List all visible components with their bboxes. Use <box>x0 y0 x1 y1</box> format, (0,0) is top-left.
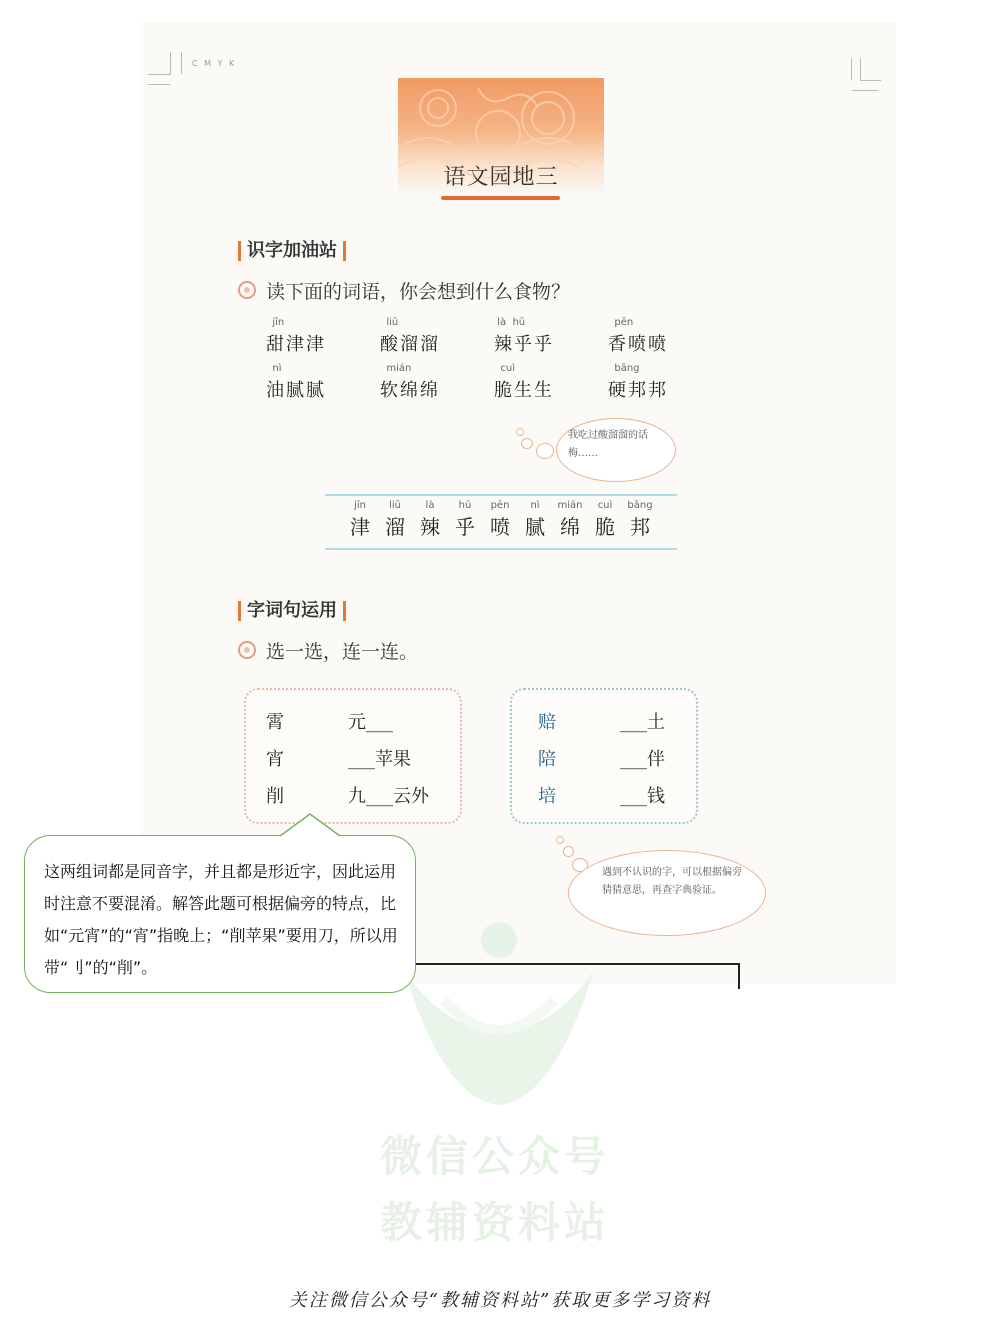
new-char-pinyin: cuì <box>597 500 613 511</box>
match-char[interactable]: 陪 <box>538 749 556 770</box>
word-pinyin: bāng <box>608 363 640 374</box>
band-bottom-line <box>325 548 677 550</box>
new-char <box>378 500 412 540</box>
word-text: 香喷喷 <box>608 334 668 355</box>
match-phrase[interactable]: 九___云外 <box>348 786 429 807</box>
page-title: 语文园地三 <box>443 165 559 190</box>
match-phrase[interactable]: 元___ <box>348 712 393 733</box>
question-text: 选一选，连一连。 <box>266 641 419 663</box>
word-item <box>266 316 336 356</box>
word-text: 软绵绵 <box>380 380 440 401</box>
word-pinyin: liū <box>380 317 399 328</box>
section-title-literacy <box>232 236 352 262</box>
thought-dot-large <box>536 443 554 459</box>
thought-dot-medium <box>521 438 533 449</box>
hint-callout-pointer <box>280 812 340 838</box>
match-phrase[interactable]: ___苹果 <box>348 749 411 770</box>
new-char <box>588 500 622 540</box>
question-number-icon <box>238 281 256 299</box>
word-item <box>380 362 450 402</box>
thought-bubble-text: 我吃过酸溜溜的话梅…… <box>568 430 648 459</box>
crop-mark-top-right-2 <box>860 58 881 81</box>
match-char[interactable]: 赔 <box>538 712 556 733</box>
new-char-pinyin: mián <box>557 500 583 511</box>
crop-mark-top-right <box>851 58 852 80</box>
new-char <box>553 500 587 540</box>
new-char-glyph: 邦 <box>630 515 650 539</box>
word-pinyin: cuì <box>494 363 515 374</box>
word-item <box>380 316 450 356</box>
watermark-line2: 教辅资料站 <box>380 1198 611 1247</box>
new-char-glyph: 津 <box>350 515 370 539</box>
crop-mark-top-left-3 <box>181 52 182 74</box>
new-char-pinyin: là <box>425 500 435 511</box>
frame-edge <box>402 963 740 965</box>
match-char[interactable]: 霄 <box>266 712 284 733</box>
question-text: 读下面的词语，你会想到什么食物？ <box>266 281 571 303</box>
footer-note: 关注微信公众号“教辅资料站”获取更多学习资料 <box>288 1290 712 1311</box>
section-bar-right <box>343 601 346 621</box>
word-pinyin: nì <box>266 363 282 374</box>
title-underline <box>441 196 560 200</box>
word-text: 酸溜溜 <box>380 334 440 355</box>
new-char-glyph: 喷 <box>490 515 510 539</box>
frame-edge <box>738 963 740 989</box>
new-char <box>343 500 377 540</box>
section-bar-left <box>238 601 241 621</box>
word-text: 甜津津 <box>266 334 326 355</box>
word-text: 油腻腻 <box>266 380 326 401</box>
match-phrase[interactable]: ___伴 <box>620 749 665 770</box>
hint-text: 这两组词都是同音字，并且都是形近字，因此运用时注意不要混淆。解答此题可根据偏旁的特点，比如“元宵”的“宵”指晚上；“削苹果”要用刀，所以用带“刂”的“削”。 <box>44 862 398 977</box>
word-text: 辣乎乎 <box>494 334 554 355</box>
section-bar-right <box>343 241 346 261</box>
new-char-glyph: 绵 <box>560 515 580 539</box>
new-char-glyph: 腻 <box>525 515 545 539</box>
new-char-glyph: 辣 <box>420 515 440 539</box>
word-pinyin: là hū <box>494 317 526 328</box>
new-char <box>623 500 657 540</box>
watermark-logo <box>384 910 614 1110</box>
new-char-pinyin: bāng <box>627 500 653 511</box>
new-char-glyph: 乎 <box>455 515 475 539</box>
thought-dot-medium <box>563 846 574 857</box>
new-char <box>483 500 517 540</box>
word-pinyin: mián <box>380 363 412 374</box>
thought-dot-small <box>556 836 564 844</box>
match-phrase[interactable]: ___土 <box>620 712 665 733</box>
match-phrase[interactable]: ___钱 <box>620 786 665 807</box>
new-char-pinyin: nì <box>530 500 540 511</box>
word-item <box>608 316 678 356</box>
match-char[interactable]: 宵 <box>266 749 284 770</box>
new-char-pinyin: pēn <box>490 500 510 511</box>
crop-mark-top-left <box>148 52 171 75</box>
new-char-glyph: 溜 <box>385 515 405 539</box>
word-item <box>608 362 678 402</box>
new-char <box>518 500 552 540</box>
new-characters-band <box>325 494 677 552</box>
word-text: 脆生生 <box>494 380 554 401</box>
word-text: 硬邦邦 <box>608 380 668 401</box>
new-char <box>413 500 447 540</box>
new-char-pinyin: hū <box>458 500 472 511</box>
section-bar-left <box>238 241 241 261</box>
new-char-pinyin: liū <box>389 500 401 511</box>
word-item <box>494 362 564 402</box>
section-title-usage <box>232 596 352 622</box>
section-title-text: 识字加油站 <box>247 240 337 261</box>
match-char[interactable]: 削 <box>266 786 284 807</box>
word-item <box>266 362 336 402</box>
new-char-glyph: 脆 <box>595 515 615 539</box>
question-number-icon <box>238 641 256 659</box>
color-marks: C M Y K <box>192 59 237 68</box>
band-top-line <box>325 494 677 496</box>
new-char <box>448 500 482 540</box>
new-char-pinyin: jīn <box>354 500 366 511</box>
word-pinyin: pēn <box>608 317 634 328</box>
watermark-line1: 微信公众号 <box>380 1132 611 1181</box>
match-char[interactable]: 培 <box>538 786 556 807</box>
thought-bubble-text: 遇到不认识的字，可以根据偏旁猜猜意思，再查字典验证。 <box>602 867 742 896</box>
word-item <box>494 316 564 356</box>
word-pinyin: jīn <box>266 317 285 328</box>
thought-dot-small <box>516 428 524 436</box>
crop-mark-top-left-2 <box>148 84 170 85</box>
section-title-text: 字词句运用 <box>247 600 337 621</box>
crop-mark-top-right-3 <box>852 90 878 91</box>
